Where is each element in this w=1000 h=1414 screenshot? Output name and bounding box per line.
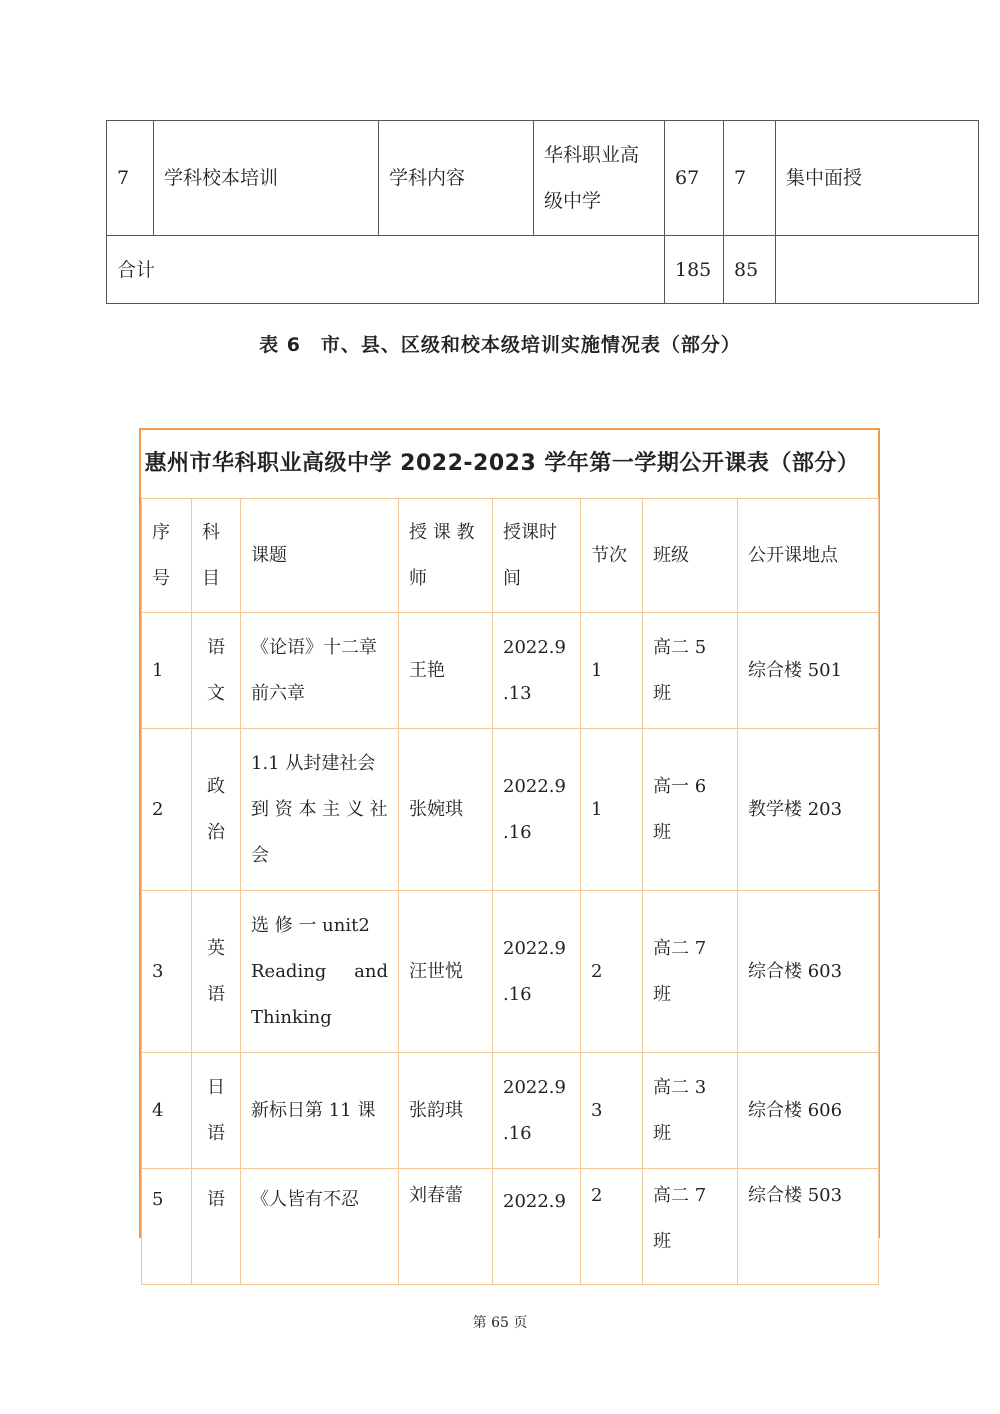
cell-time: 2022.9 .13 [493,613,581,729]
cell-subject: 政 治 [192,729,241,891]
header-teacher: 授 课 教 师 [399,499,493,613]
header-location: 公开课地点 [738,499,879,613]
header-period: 节次 [581,499,643,613]
cell-time: 2022.9 .16 [493,729,581,891]
cell-topic: 《论语》十二章 前六章 [241,613,399,729]
header-time: 授课时 间 [493,499,581,613]
total-value-1: 185 [665,236,724,304]
cell-class: 高二 5 班 [643,613,738,729]
table-caption: 表 6 市、县、区级和校本级培训实施情况表（部分） [259,334,741,356]
training-content: 学科内容 [379,121,534,236]
cell-seq: 2 [142,729,192,891]
cell-subject: 英 语 [192,891,241,1053]
cell-teacher: 王艳 [399,613,493,729]
cell-class: 高二 3 班 [643,1053,738,1169]
cell-period: 1 [581,729,643,891]
cell-subject: 语 文 [192,613,241,729]
cell-topic: 1.1 从封建社会 到 资 本 主 义 社 会 [241,729,399,891]
cell-seq: 4 [142,1053,192,1169]
total-empty [776,236,979,304]
cell-class: 高一 6 班 [643,729,738,891]
table-row [107,121,979,236]
value-1: 67 [665,121,724,236]
open-class-table [141,430,879,1285]
cell-topic: 《人皆有不忍 [241,1169,399,1285]
cell-subject: 日 语 [192,1053,241,1169]
cell-class: 高二 7 班 [643,891,738,1053]
header-class: 班级 [643,499,738,613]
cell-class: 高二 7 班 [643,1169,738,1285]
cell-period: 1 [581,613,643,729]
cell-teacher: 汪世悦 [399,891,493,1053]
table-row [142,613,879,729]
cell-location: 教学楼 203 [738,729,879,891]
cell-period: 2 [581,1169,643,1285]
cell-topic: 新标日第 11 课 [241,1053,399,1169]
table-row [142,1053,879,1169]
value-2: 7 [724,121,776,236]
cell-time: 2022.9 .16 [493,891,581,1053]
header-row [142,499,879,613]
page-number: 第 65 页 [472,1315,528,1331]
table-title: 惠州市华科职业高级中学 2022-2023 学年第一学期公开课表（部分） [142,430,879,499]
cell-location: 综合楼 606 [738,1053,879,1169]
header-subject: 科 目 [192,499,241,613]
table-row [142,891,879,1053]
training-mode: 集中面授 [776,121,979,236]
cell-period: 2 [581,891,643,1053]
cell-teacher: 张婉琪 [399,729,493,891]
cell-topic: 选 修 一 unit2 Reading and Thinking [241,891,399,1053]
cell-teacher: 张韵琪 [399,1053,493,1169]
table-row [142,729,879,891]
cell-time: 2022.9 [493,1169,581,1285]
header-topic: 课题 [241,499,399,613]
cell-teacher: 刘春蕾 [399,1169,493,1285]
training-name: 学科校本培训 [154,121,379,236]
training-table-continued [106,120,979,304]
total-row [107,236,979,304]
cell-subject: 语 [192,1169,241,1285]
header-seq: 序 号 [142,499,192,613]
training-school: 华科职业高 级中学 [534,121,665,236]
total-value-2: 85 [724,236,776,304]
cell-location: 综合楼 501 [738,613,879,729]
cell-location: 综合楼 503 [738,1169,879,1285]
cell-location: 综合楼 603 [738,891,879,1053]
row-number: 7 [107,121,154,236]
cell-seq: 1 [142,613,192,729]
title-row [142,430,879,499]
total-label: 合计 [107,236,665,304]
cell-period: 3 [581,1053,643,1169]
open-class-table-frame [139,428,880,1252]
cell-seq: 3 [142,891,192,1053]
cell-seq: 5 [142,1169,192,1285]
cell-time: 2022.9 .16 [493,1053,581,1169]
table-row [142,1169,879,1285]
